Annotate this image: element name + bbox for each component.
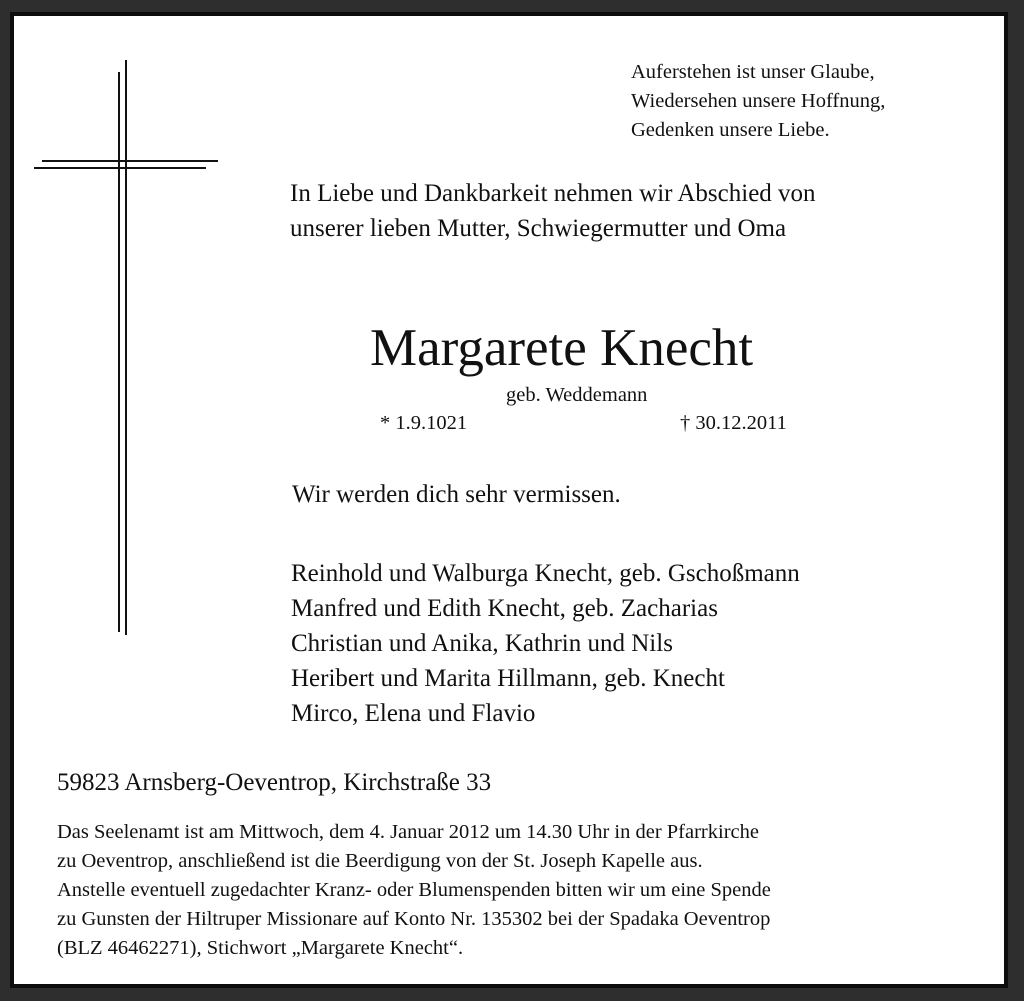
obituary-notice xyxy=(10,12,1008,988)
mourner-line: Reinhold und Walburga Knecht, geb. Gschoßmann xyxy=(291,560,800,587)
intro-text xyxy=(290,176,816,246)
service-details xyxy=(57,818,771,963)
service-line: Anstelle eventuell zugedachter Kranz- oder Blumenspenden bitten wir um eine Spende xyxy=(57,879,771,901)
service-line: zu Gunsten der Hiltruper Missionare auf Konto Nr. 135302 bei der Spadaka Oeventrop xyxy=(57,908,771,930)
death-date: † 30.12.2011 xyxy=(680,412,787,434)
service-line: Das Seelenamt ist am Mittwoch, dem 4. Januar 2012 um 14.30 Uhr in der Pfarrkirche xyxy=(57,821,759,843)
farewell-line: Wir werden dich sehr vermissen. xyxy=(292,481,621,508)
family-address: 59823 Arnsberg-Oeventrop, Kirchstraße 33 xyxy=(57,769,492,796)
intro-line: unserer lieben Mutter, Schwiegermutter und Oma xyxy=(290,215,787,242)
motto-line: Wiedersehen unsere Hoffnung, xyxy=(631,90,886,112)
mourner-line: Heribert und Marita Hillmann, geb. Knecht xyxy=(291,665,725,692)
maiden-name: geb. Weddemann xyxy=(506,384,648,406)
motto-line: Gedenken unsere Liebe. xyxy=(631,119,830,141)
intro-line: In Liebe und Dankbarkeit nehmen wir Abschied von xyxy=(290,180,816,207)
mourner-line: Mirco, Elena und Flavio xyxy=(291,700,536,727)
motto xyxy=(631,58,885,145)
mourner-line: Christian und Anika, Kathrin und Nils xyxy=(291,630,673,657)
mourners-list xyxy=(291,556,800,731)
service-line: zu Oeventrop, anschließend ist die Beerdigung von der St. Joseph Kapelle aus. xyxy=(57,850,703,872)
birth-date: * 1.9.1021 xyxy=(380,412,468,434)
motto-line: Auferstehen ist unser Glaube, xyxy=(631,61,875,83)
cross-icon xyxy=(34,60,219,640)
service-line: (BLZ 46462271), Stichwort „Margarete Knecht“. xyxy=(57,937,464,959)
deceased-name: Margarete Knecht xyxy=(370,319,754,377)
mourner-line: Manfred und Edith Knecht, geb. Zacharias xyxy=(291,595,718,622)
